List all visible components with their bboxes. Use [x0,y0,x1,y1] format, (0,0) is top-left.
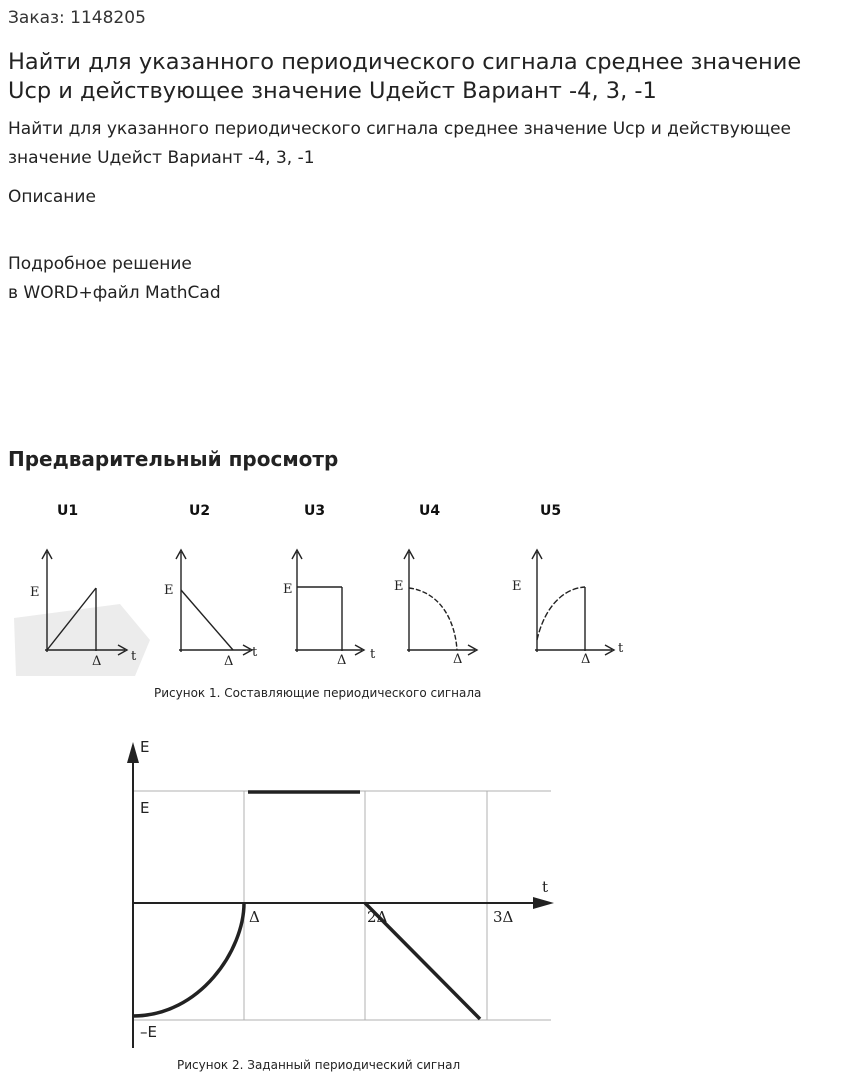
figure2-signal [133,792,480,1019]
figure1-caption: Рисунок 1. Составляющие периодического сигнала [154,686,482,700]
u3-e-label: E [283,582,293,597]
u5-graph [532,550,614,655]
u2-t-label: t [252,645,258,660]
description-heading: Описание [8,187,96,207]
solution-line-2: в WORD+файл MathCad [8,283,221,303]
label-u3: U3 [304,503,326,519]
u2-delta-label: Δ [224,654,234,669]
u3-t-label: t [370,647,376,662]
figure2-axes [127,742,554,1048]
fig2-tick-2delta: 2Δ [367,908,388,926]
fig2-y-axis-label: E [140,738,150,756]
u5-delta-label: Δ [581,652,591,667]
u1-e-label: E [30,585,40,600]
u1-delta-label: Δ [92,654,102,669]
preview-heading: Предварительный просмотр [8,447,339,471]
label-u2: U2 [189,503,211,519]
figure1 [14,550,614,676]
label-u5: U5 [540,503,562,519]
u4-delta-label: Δ [453,652,463,667]
u3-graph [292,550,364,655]
u1-t-label: t [131,649,137,664]
figure2-caption: Рисунок 2. Заданный периодический сигнал [177,1058,461,1072]
figure2-grid [133,791,551,1020]
signal-arc [133,903,244,1016]
label-u1: U1 [57,503,79,519]
label-u4: U4 [419,503,441,519]
u3-delta-label: Δ [337,653,347,668]
solution-line-1: Подробное решение [8,254,192,274]
page-title: Найти для указанного периодического сигнала среднее значение Uср и действующее значение Uдейст Вариант -4, 3, -1 [8,49,802,104]
u2-e-label: E [164,583,174,598]
u5-e-label: E [512,579,522,594]
figure2 [127,742,554,1048]
fig2-x-axis-label: t [542,878,549,896]
task-description: Найти для указанного периодического сигнала среднее значение Uср и действующее значение Uдейст Вариант -4, 3, -1 [8,119,791,168]
fig2-tick-3delta: 3Δ [493,908,514,926]
u1-shadow [14,604,150,676]
fig2-level-minus-e: –E [140,1023,157,1041]
order-number: Заказ: 1148205 [8,8,146,28]
fig2-level-e: E [140,799,150,817]
u4-e-label: E [394,579,404,594]
u4-graph [404,550,477,655]
u5-t-label: t [618,641,624,656]
u2-graph [176,550,252,655]
fig2-tick-delta: Δ [249,908,260,926]
